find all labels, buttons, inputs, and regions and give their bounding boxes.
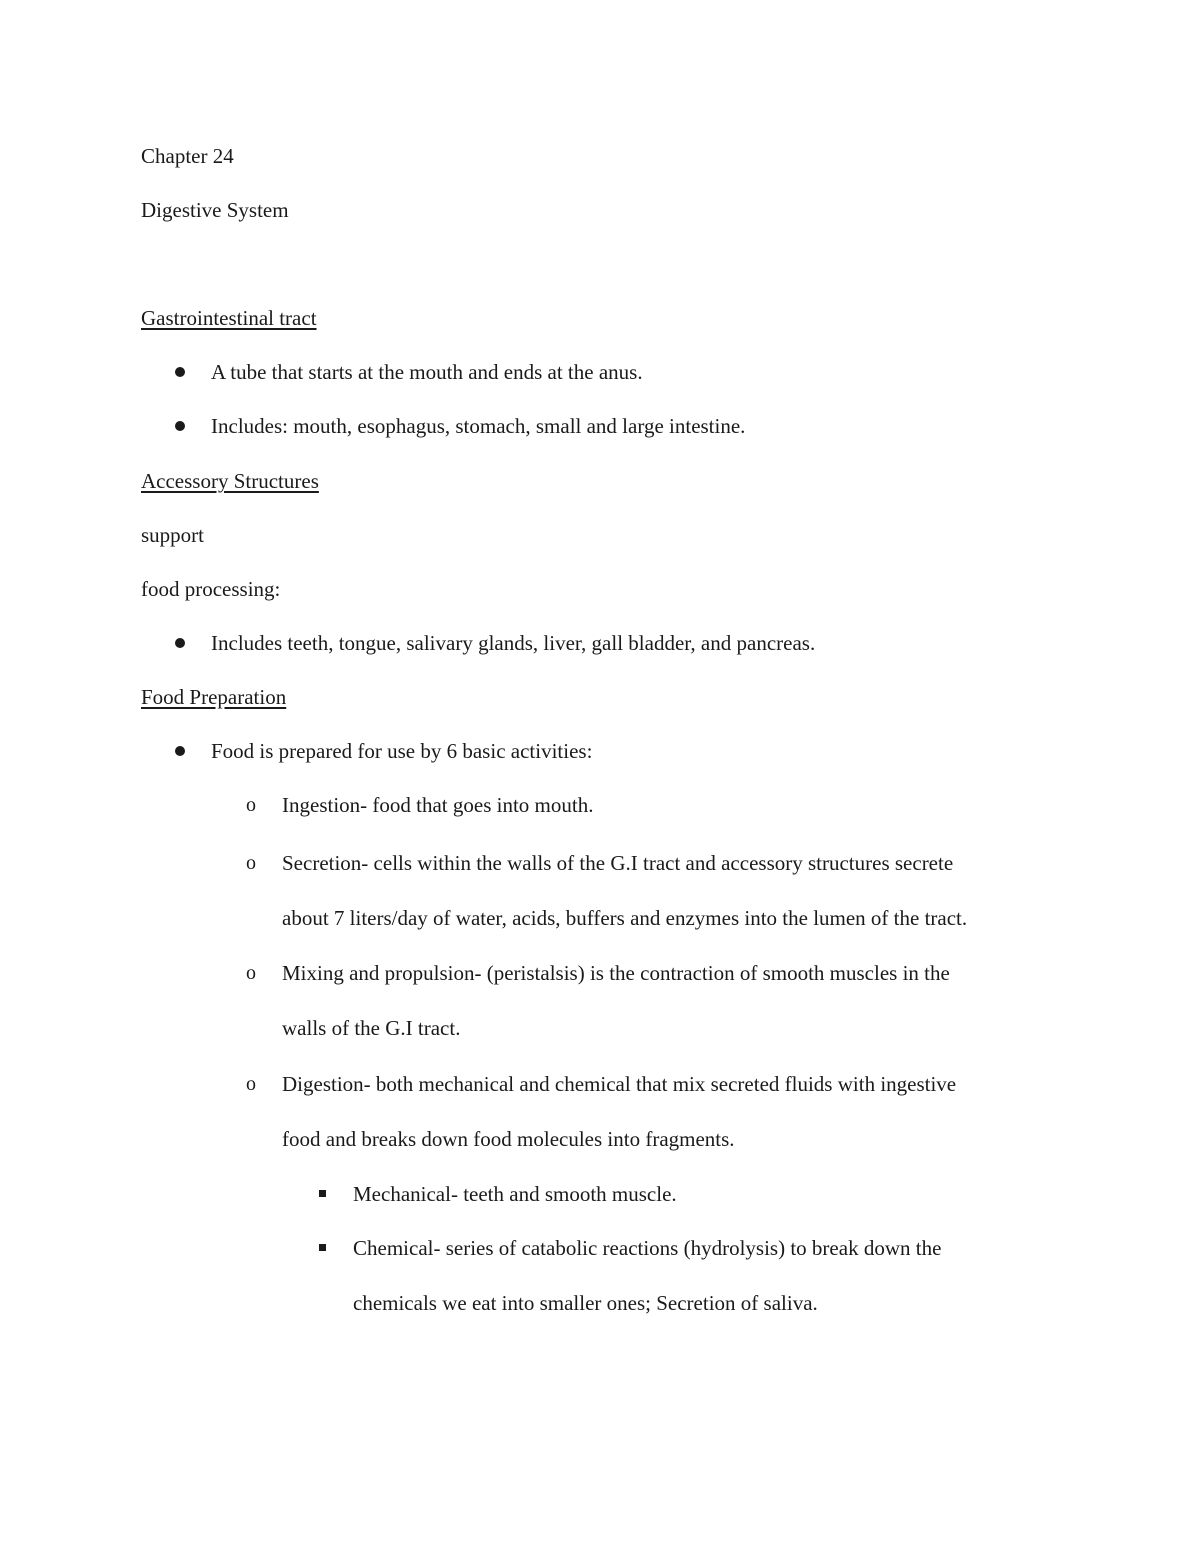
text-line: support [141,523,204,547]
bullet-circle-icon: o [246,1073,256,1095]
list-item: Includes teeth, tongue, salivary glands, liver, gall bladder, and pancreas. [211,631,816,655]
sub-list-item: Ingestion- food that goes into mouth. [282,793,594,817]
sub-list-item: Secretion- cells within the walls of the G.I tract and accessory structures secrete [282,851,954,875]
sub-list-item-continued: walls of the G.I tract. [282,1016,461,1040]
section-heading-food-prep: Food Preparation [141,685,287,709]
bullet-disc-icon [175,638,185,648]
bullet-circle-icon: o [246,852,256,874]
list-item: Food is prepared for use by 6 basic activities: [211,739,593,763]
bullet-disc-icon [175,421,185,431]
bullet-square-icon [319,1244,326,1251]
list-item: A tube that starts at the mouth and ends at the anus. [211,360,643,384]
sub-sub-list-item: Mechanical- teeth and smooth muscle. [353,1182,677,1206]
list-item: Includes: mouth, esophagus, stomach, small and large intestine. [211,414,746,438]
bullet-circle-icon: o [246,962,256,984]
bullet-disc-icon [175,746,185,756]
section-heading-accessory: Accessory Structures [141,469,319,493]
section-heading-gi-tract: Gastrointestinal tract [141,306,317,330]
bullet-disc-icon [175,367,185,377]
sub-list-item-continued: about 7 liters/day of water, acids, buffers and enzymes into the lumen of the tract. [282,906,968,930]
sub-list-item: Mixing and propulsion- (peristalsis) is the contraction of smooth muscles in the [282,961,950,985]
sub-list-item-continued: food and breaks down food molecules into fragments. [282,1127,735,1151]
document-subtitle: Digestive System [141,198,289,222]
text-line: food processing: [141,577,281,601]
sub-list-item: Digestion- both mechanical and chemical that mix secreted fluids with ingestive [282,1072,957,1096]
sub-sub-list-item-continued: chemicals we eat into smaller ones; Secretion of saliva. [353,1291,818,1315]
bullet-square-icon [319,1190,326,1197]
chapter-title: Chapter 24 [141,144,234,168]
bullet-circle-icon: o [246,794,256,816]
sub-sub-list-item: Chemical- series of catabolic reactions (hydrolysis) to break down the [353,1236,942,1260]
